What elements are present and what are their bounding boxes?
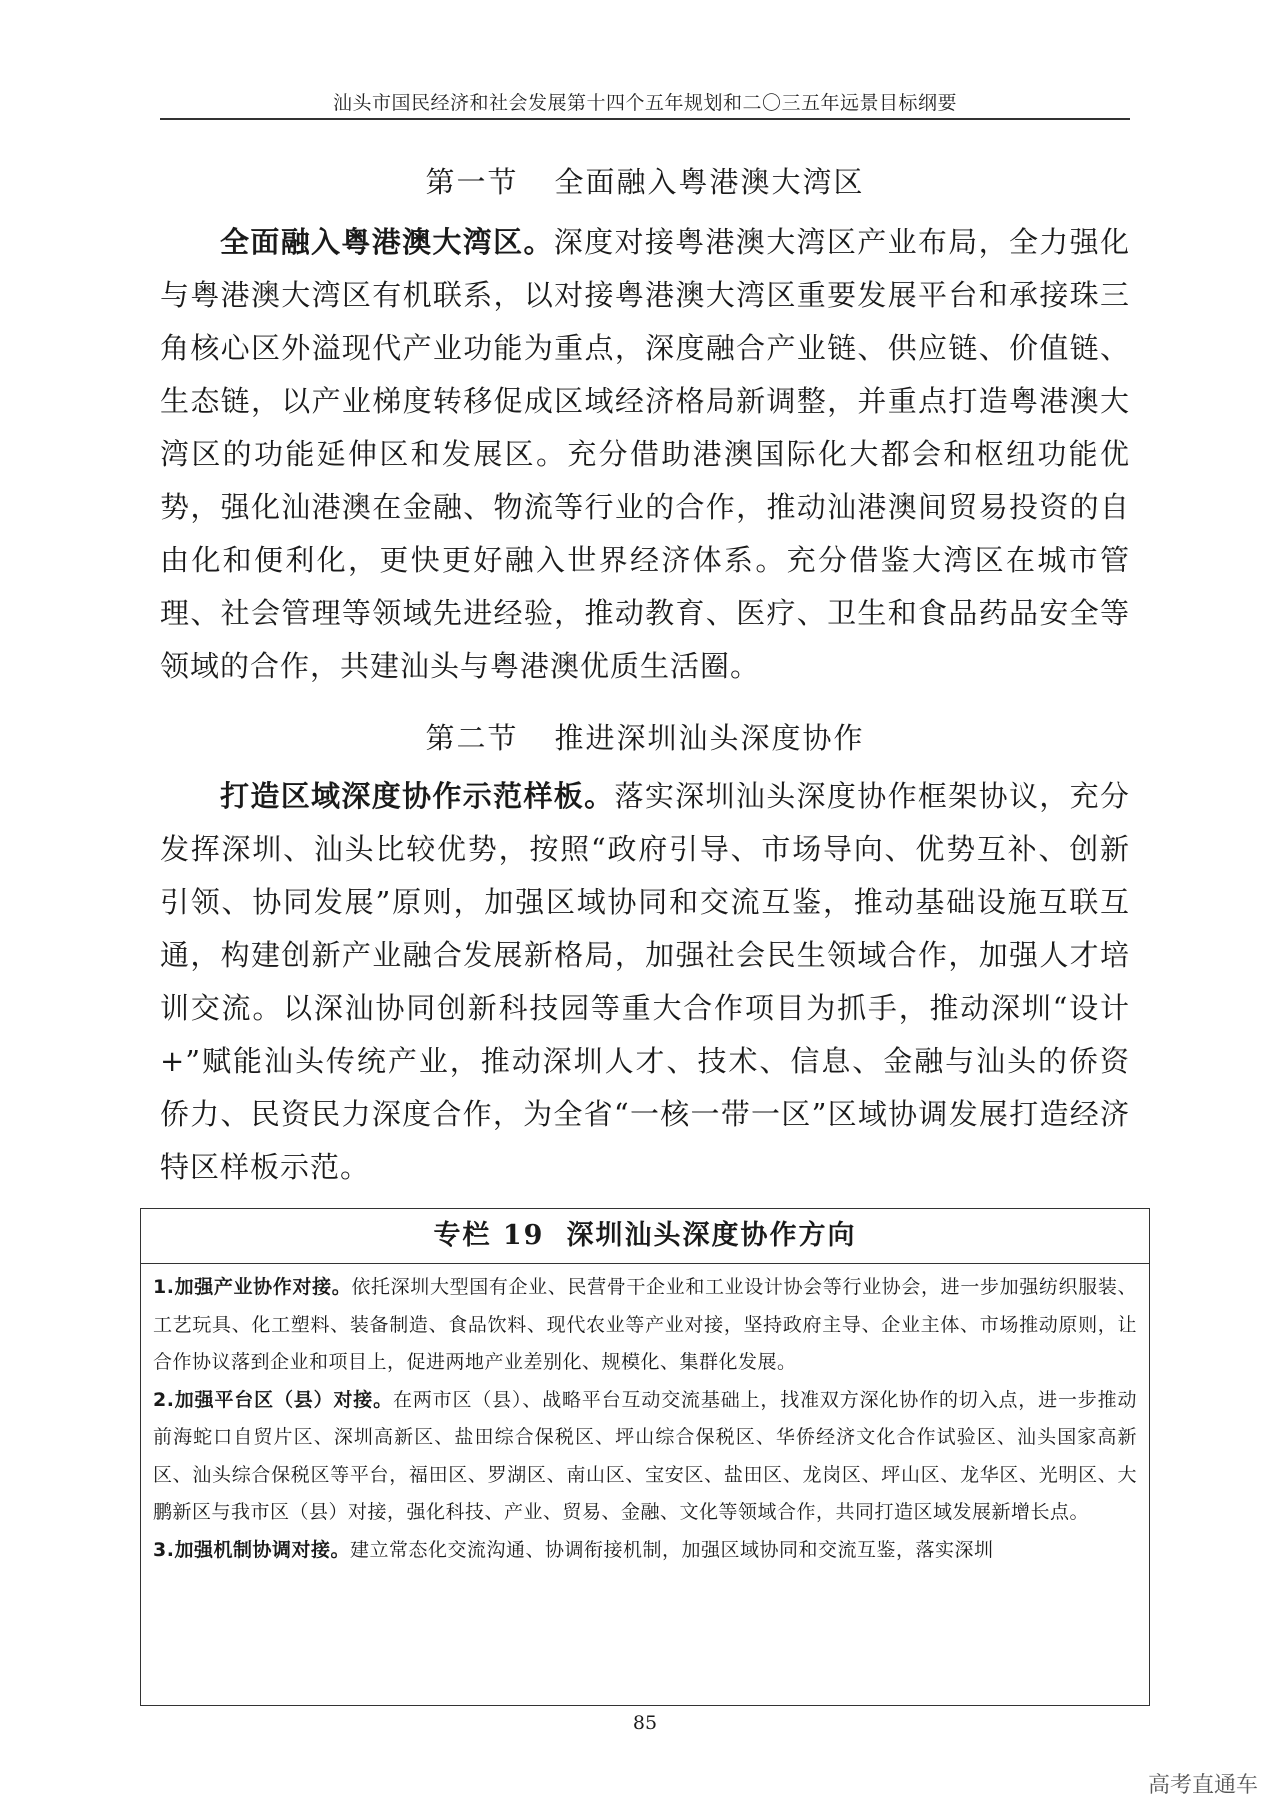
section-1-paragraph: [160, 216, 1130, 693]
section-1-title: 全面融入粤港澳大湾区: [554, 165, 865, 199]
column-box-title: [141, 1209, 1149, 1264]
column-box-body: [141, 1264, 1149, 1569]
section-2-paragraph: [160, 770, 1130, 1194]
column-item-1-text: 依托深圳大型国有企业、民营骨干企业和工业设计协会等行业协会，进一步加强纺织服装、工艺玩具、化工塑料、装备制造、食品饮料、现代农业等产业对接，坚持政府主导、企业主体、市场推动原则，让合作协议落到企业和项目上，促进两地产业差别化、规模化、集群化发展。: [153, 1276, 1137, 1373]
section-1-text: 深度对接粤港澳大湾区产业布局，全力强化与粤港澳大湾区有机联系，以对接粤港澳大湾区重要发展平台和承接珠三角核心区外溢现代产业功能为重点，深度融合产业链、供应链、价值链、生态链，以产业梯度转移促成区域经济格局新调整，并重点打造粤港澳大湾区的功能延伸区和发展区。充分借助港澳国际化大都会和枢纽功能优势，强化汕港澳在金融、物流等行业的合作，推动汕港澳间贸易投资的自由化和便利化，更快更好融入世界经济体系。充分借鉴大湾区在城市管理、社会管理等领域先进经验，推动教育、医疗、卫生和食品药品安全等领域的合作，共建汕头与粤港澳优质生活圈。: [160, 225, 1130, 683]
column-item-2-text: 在两市区（县）、战略平台互动交流基础上，找准双方深化协作的切入点，进一步推动前海蛇口自贸片区、深圳高新区、盐田综合保税区、坪山综合保税区、华侨经济文化合作试验区、汕头国家高新区、汕头综合保税区等平台，福田区、罗湖区、南山区、宝安区、盐田区、龙岗区、坪山区、龙华区、光明区、大鹏新区与我市区（县）对接，强化科技、产业、贸易、金融、文化等领域合作，共同打造区域发展新增长点。: [153, 1388, 1137, 1523]
section-1-number: 第一节: [425, 165, 519, 199]
section-2-text: 落实深圳汕头深度协作框架协议，充分发挥深圳、汕头比较优势，按照“政府引导、市场导向、优势互补、创新引领、协同发展”原则，加强区域协同和交流互鉴，推动基础设施互联互通，构建创新产业融合发展新格局，加强社会民生领域合作，加强人才培训交流。以深汕协同创新科技园等重大合作项目为抓手，推动深圳“设计+”赋能汕头传统产业，推动深圳人才、技术、信息、金融与汕头的侨资侨力、民资民力深度合作，为全省“一核一带一区”区域协调发展打造经济特区样板示范。: [160, 779, 1130, 1184]
header-divider: [160, 118, 1130, 120]
running-header: 汕头市国民经济和社会发展第十四个五年规划和二〇三五年远景目标纲要: [332, 92, 957, 114]
section-2-title: 推进深圳汕头深度协作: [554, 721, 865, 755]
column-item-2: [153, 1382, 1137, 1532]
column-item-2-lead: 2.加强平台区（县）对接。: [153, 1388, 393, 1411]
column-item-3-text: 建立常态化交流沟通、协调衔接机制，加强区域协同和交流互鉴，落实深圳: [349, 1538, 994, 1561]
section-2-heading: [160, 716, 1130, 757]
section-1-heading: [160, 160, 1130, 201]
column-item-1: [153, 1269, 1137, 1382]
section-2-number: 第二节: [425, 721, 519, 755]
column-item-1-lead: 1.加强产业协作对接。: [153, 1276, 352, 1298]
column-item-3: [153, 1532, 1137, 1570]
section-2-lead: 打造区域深度协作示范样板。: [220, 779, 615, 813]
watermark: 高考直通车: [1147, 1773, 1258, 1798]
column-box-heading: 深圳汕头深度协作方向: [566, 1220, 857, 1251]
column-box: [140, 1208, 1150, 1706]
section-1-lead: 全面融入粤港澳大湾区。: [220, 225, 554, 259]
column-item-3-lead: 3.加强机制协调对接。: [153, 1538, 350, 1561]
column-box-label: 专栏 19: [433, 1220, 545, 1251]
page-number: 85: [632, 1712, 658, 1734]
